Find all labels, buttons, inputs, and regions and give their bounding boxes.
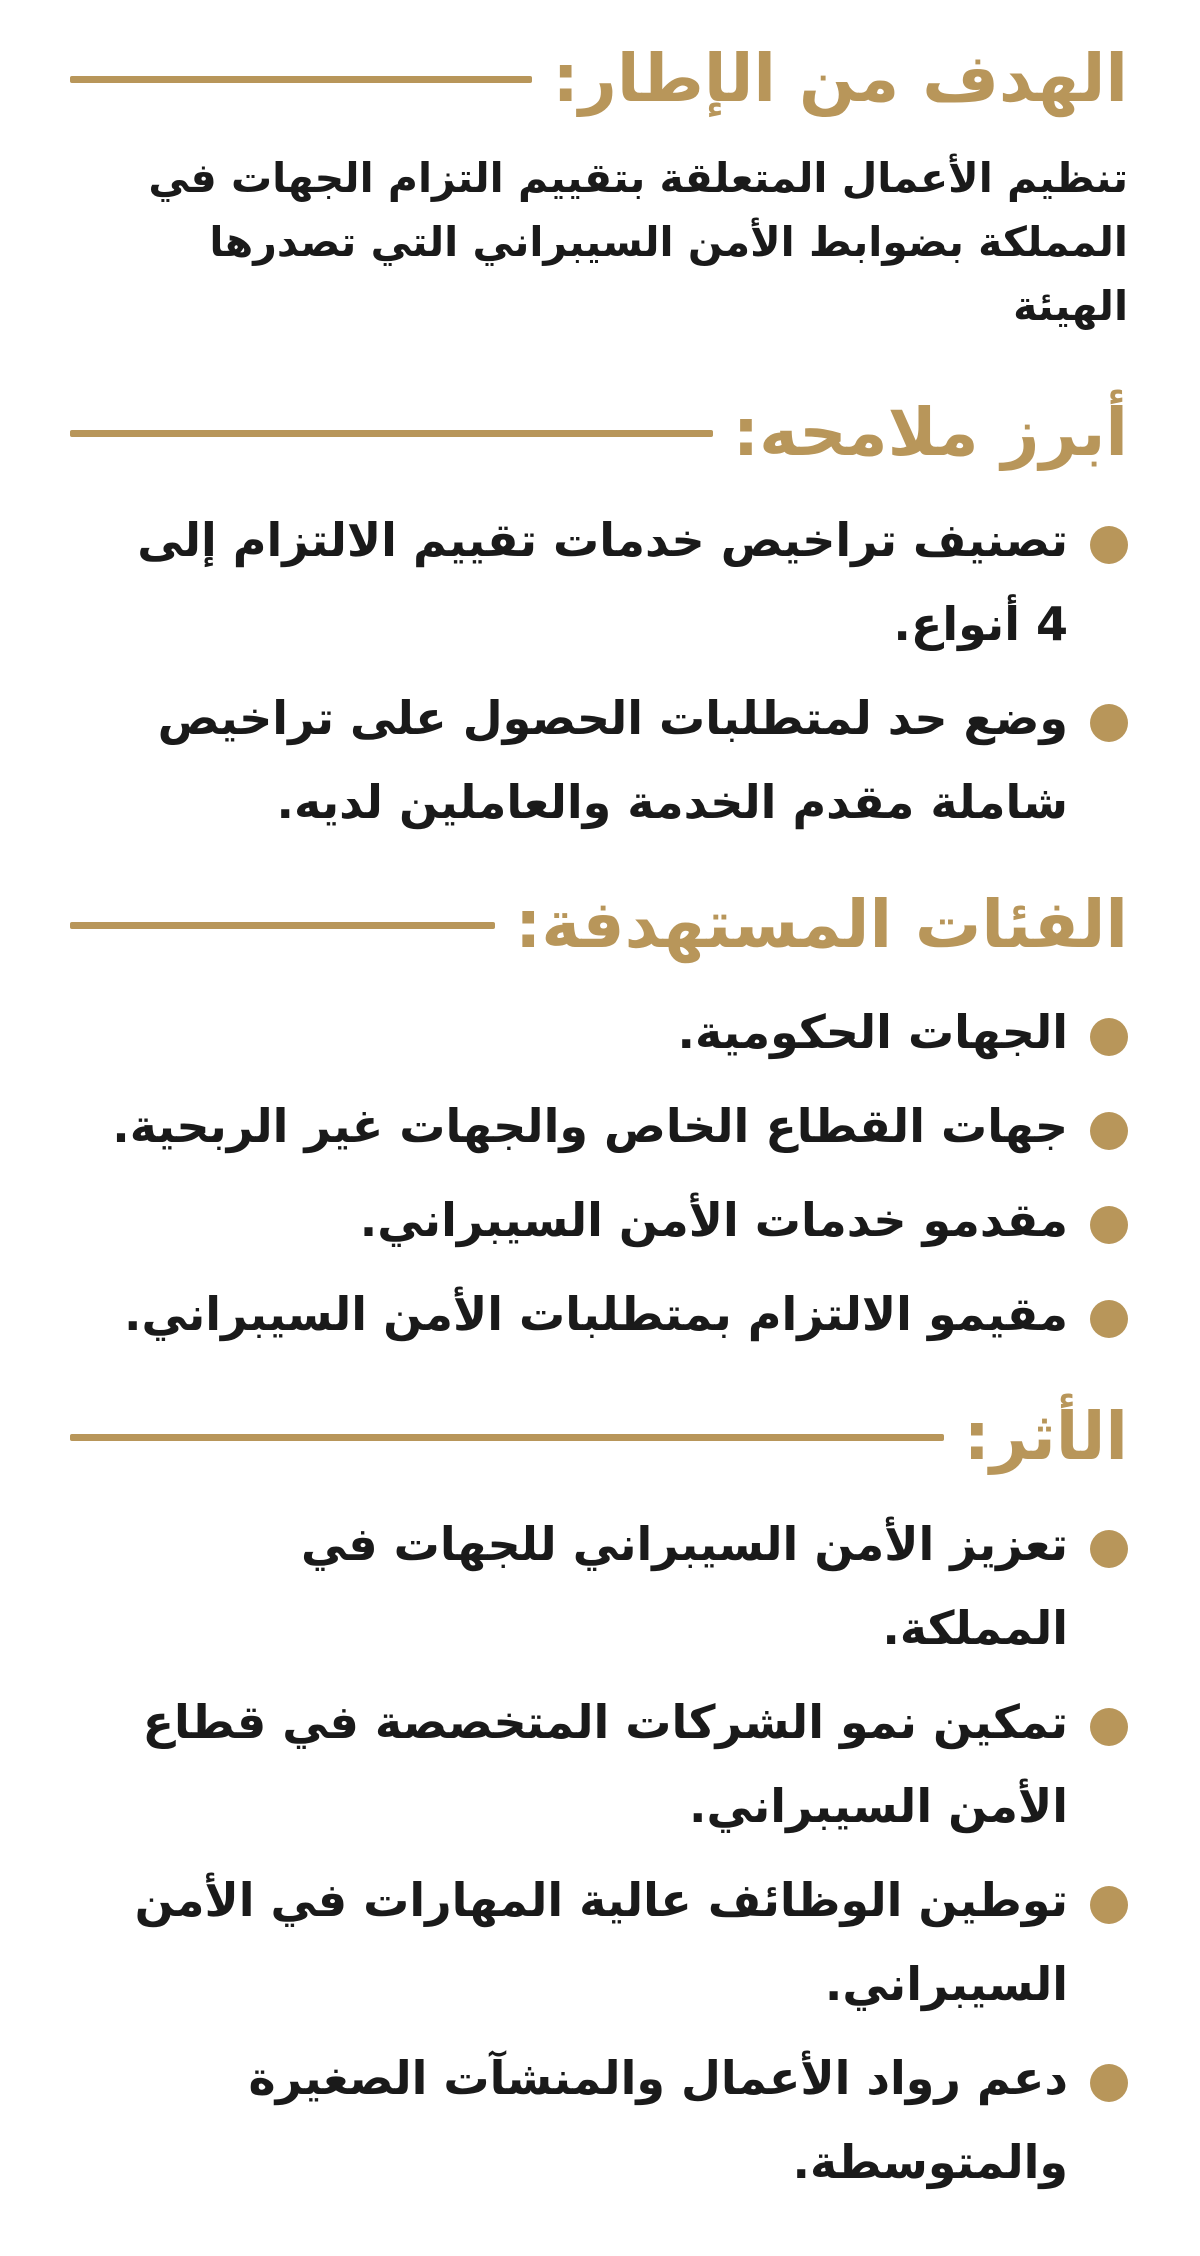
bullet-dot-icon <box>1090 526 1128 564</box>
list-item <box>70 990 1128 1074</box>
list-item-text: تمكين نمو الشركات المتخصصة في قطاع الأمن السيبراني. <box>142 1695 1068 1833</box>
list-item <box>70 1858 1128 2026</box>
list-item <box>70 1502 1128 1670</box>
list-item-text: تعزيز الأمن السيبراني للجهات في المملكة. <box>300 1517 1068 1655</box>
target-groups-section-divider <box>70 922 495 929</box>
list-item <box>70 498 1128 666</box>
bullet-dot-icon <box>1090 1206 1128 1244</box>
list-item <box>70 2036 1128 2204</box>
list-item <box>70 1178 1128 1262</box>
goal-section <box>70 20 1128 338</box>
goal-section-title: الهدف من الإطار: <box>552 40 1128 117</box>
list-item-text: دعم رواد الأعمال والمنشآت الصغيرة والمتوسطة. <box>248 2051 1068 2189</box>
bullet-dot-icon <box>1090 704 1128 742</box>
impact-section-title: الأثر: <box>963 1398 1128 1475</box>
target-groups-section-header <box>70 866 1128 984</box>
bullet-dot-icon <box>1090 1708 1128 1746</box>
list-item-text: توطين الوظائف عالية المهارات في الأمن السيبراني. <box>134 1873 1068 2011</box>
list-item <box>70 1680 1128 1848</box>
list-item-text: الجهات الحكومية. <box>677 1005 1068 1059</box>
list-item-text: مقيمو الالتزام بمتطلبات الأمن السيبراني. <box>124 1287 1068 1341</box>
impact-list <box>70 1502 1128 2204</box>
list-item-text: تصنيف تراخيص خدمات تقييم الالتزام إلى 4 أنواع. <box>137 513 1068 651</box>
features-section-title: أبرز ملامحه: <box>732 394 1128 471</box>
features-list <box>70 498 1128 844</box>
bullet-dot-icon <box>1090 1530 1128 1568</box>
list-item-text: مقدمو خدمات الأمن السيبراني. <box>359 1193 1068 1247</box>
goal-paragraph: تنظيم الأعمال المتعلقة بتقييم التزام الجهات في المملكة بضوابط الأمن السيبراني التي تصدرها الهيئة <box>148 154 1128 330</box>
bullet-dot-icon <box>1090 1018 1128 1056</box>
target-groups-section <box>70 866 1128 1356</box>
target-groups-section-title: الفئات المستهدفة: <box>514 886 1128 963</box>
bullet-dot-icon <box>1090 1112 1128 1150</box>
bullet-dot-icon <box>1090 1300 1128 1338</box>
goal-section-divider <box>70 76 532 83</box>
impact-section <box>70 1378 1128 2204</box>
features-section-divider <box>70 430 713 437</box>
features-section-header <box>70 374 1128 492</box>
impact-section-divider <box>70 1434 944 1441</box>
target-groups-list <box>70 990 1128 1356</box>
bullet-dot-icon <box>1090 2064 1128 2102</box>
list-item-text: وضع حد لمتطلبات الحصول على تراخيص شاملة مقدم الخدمة والعاملين لديه. <box>157 691 1068 829</box>
list-item <box>70 676 1128 844</box>
bullet-dot-icon <box>1090 1886 1128 1924</box>
impact-section-header <box>70 1378 1128 1496</box>
features-section <box>70 374 1128 844</box>
list-item <box>70 1272 1128 1356</box>
goal-section-header <box>70 20 1128 138</box>
list-item-text: جهات القطاع الخاص والجهات غير الربحية. <box>112 1099 1068 1153</box>
list-item <box>70 1084 1128 1168</box>
